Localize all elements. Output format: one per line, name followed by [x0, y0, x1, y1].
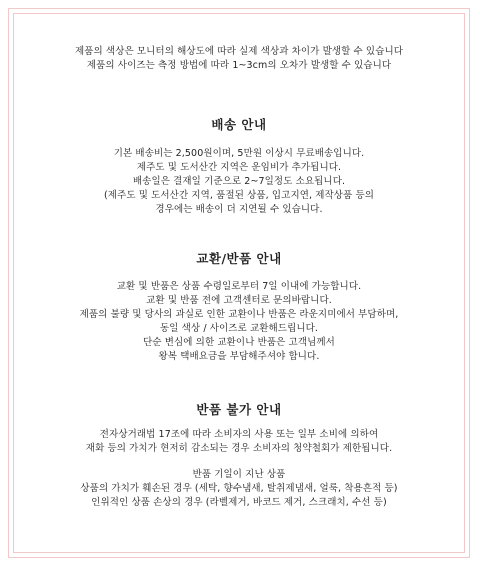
exchange-line: 교환 및 반품은 상품 수령일로부터 7일 이내에 가능합니다. — [116, 281, 362, 292]
exchange-line: 동일 색상 / 사이즈로 교환해드립니다. — [159, 323, 319, 334]
exchange-title: 교환/반품 안내 — [196, 251, 282, 266]
product-notice — [14, 45, 464, 73]
exchange-body — [14, 280, 464, 364]
shipping-title: 배송 안내 — [211, 117, 267, 132]
noreturn-line: 반품 기일이 지난 상품 — [192, 469, 286, 480]
exchange-line: 교환 및 반품 전에 고객센터로 문의바랍니다. — [146, 295, 332, 306]
notice-line: 제품의 색상은 모니터의 해상도에 따라 실제 색상과 차이가 발생할 수 있습니다 — [74, 46, 404, 57]
notice-line: 제품의 사이즈는 측정 방법에 따라 1~3cm의 오차가 발생할 수 있습니다 — [86, 60, 392, 71]
noreturn-intro-line: 재화 등의 가치가 현저히 감소되는 경우 소비자의 청약철회가 제한됩니다. — [85, 443, 393, 454]
shipping-line: 기본 배송비는 2,500원이며, 5만원 이상시 무료배송입니다. — [113, 148, 365, 159]
paragraph-spacer — [14, 456, 464, 468]
exchange-line: 왕복 택배요금을 부담해주셔야 합니다. — [158, 351, 320, 362]
noreturn-line: 상품의 가치가 훼손된 경우 (세탁, 향수냄새, 탈취제냄새, 얼룩, 착용흔적 등) — [80, 483, 398, 494]
exchange-line: 단순 변심에 의한 교환이나 반품은 고객님께서 — [143, 337, 335, 348]
noreturn-line: 인위적인 상품 손상의 경우 (라벨제거, 바코드 제거, 스크래치, 수선 등) — [91, 497, 387, 508]
noreturn-title: 반품 불가 안내 — [196, 402, 282, 417]
noreturn-body — [14, 428, 464, 510]
exchange-line: 제품의 불량 및 당사의 과실로 인한 교환이나 반품은 라운지미에서 부담하며, — [79, 309, 399, 320]
shipping-line: (제주도 및 도서산간 지역, 품절된 상품, 입고지연, 제작상품 등의 — [103, 190, 375, 201]
noreturn-intro-line: 전자상거래법 17조에 따라 소비자의 사용 또는 일부 소비에 의하여 — [99, 429, 379, 440]
info-content — [14, 14, 464, 510]
shipping-body — [14, 147, 464, 217]
shipping-line: 제주도 및 도서산간 지역은 운임비가 추가됩니다. — [136, 162, 342, 173]
shipping-line: 배송일은 결재일 기준으로 2~7일정도 소요됩니다. — [132, 176, 346, 187]
shipping-line: 경우에는 배송이 더 지연될 수 있습니다. — [155, 204, 323, 215]
